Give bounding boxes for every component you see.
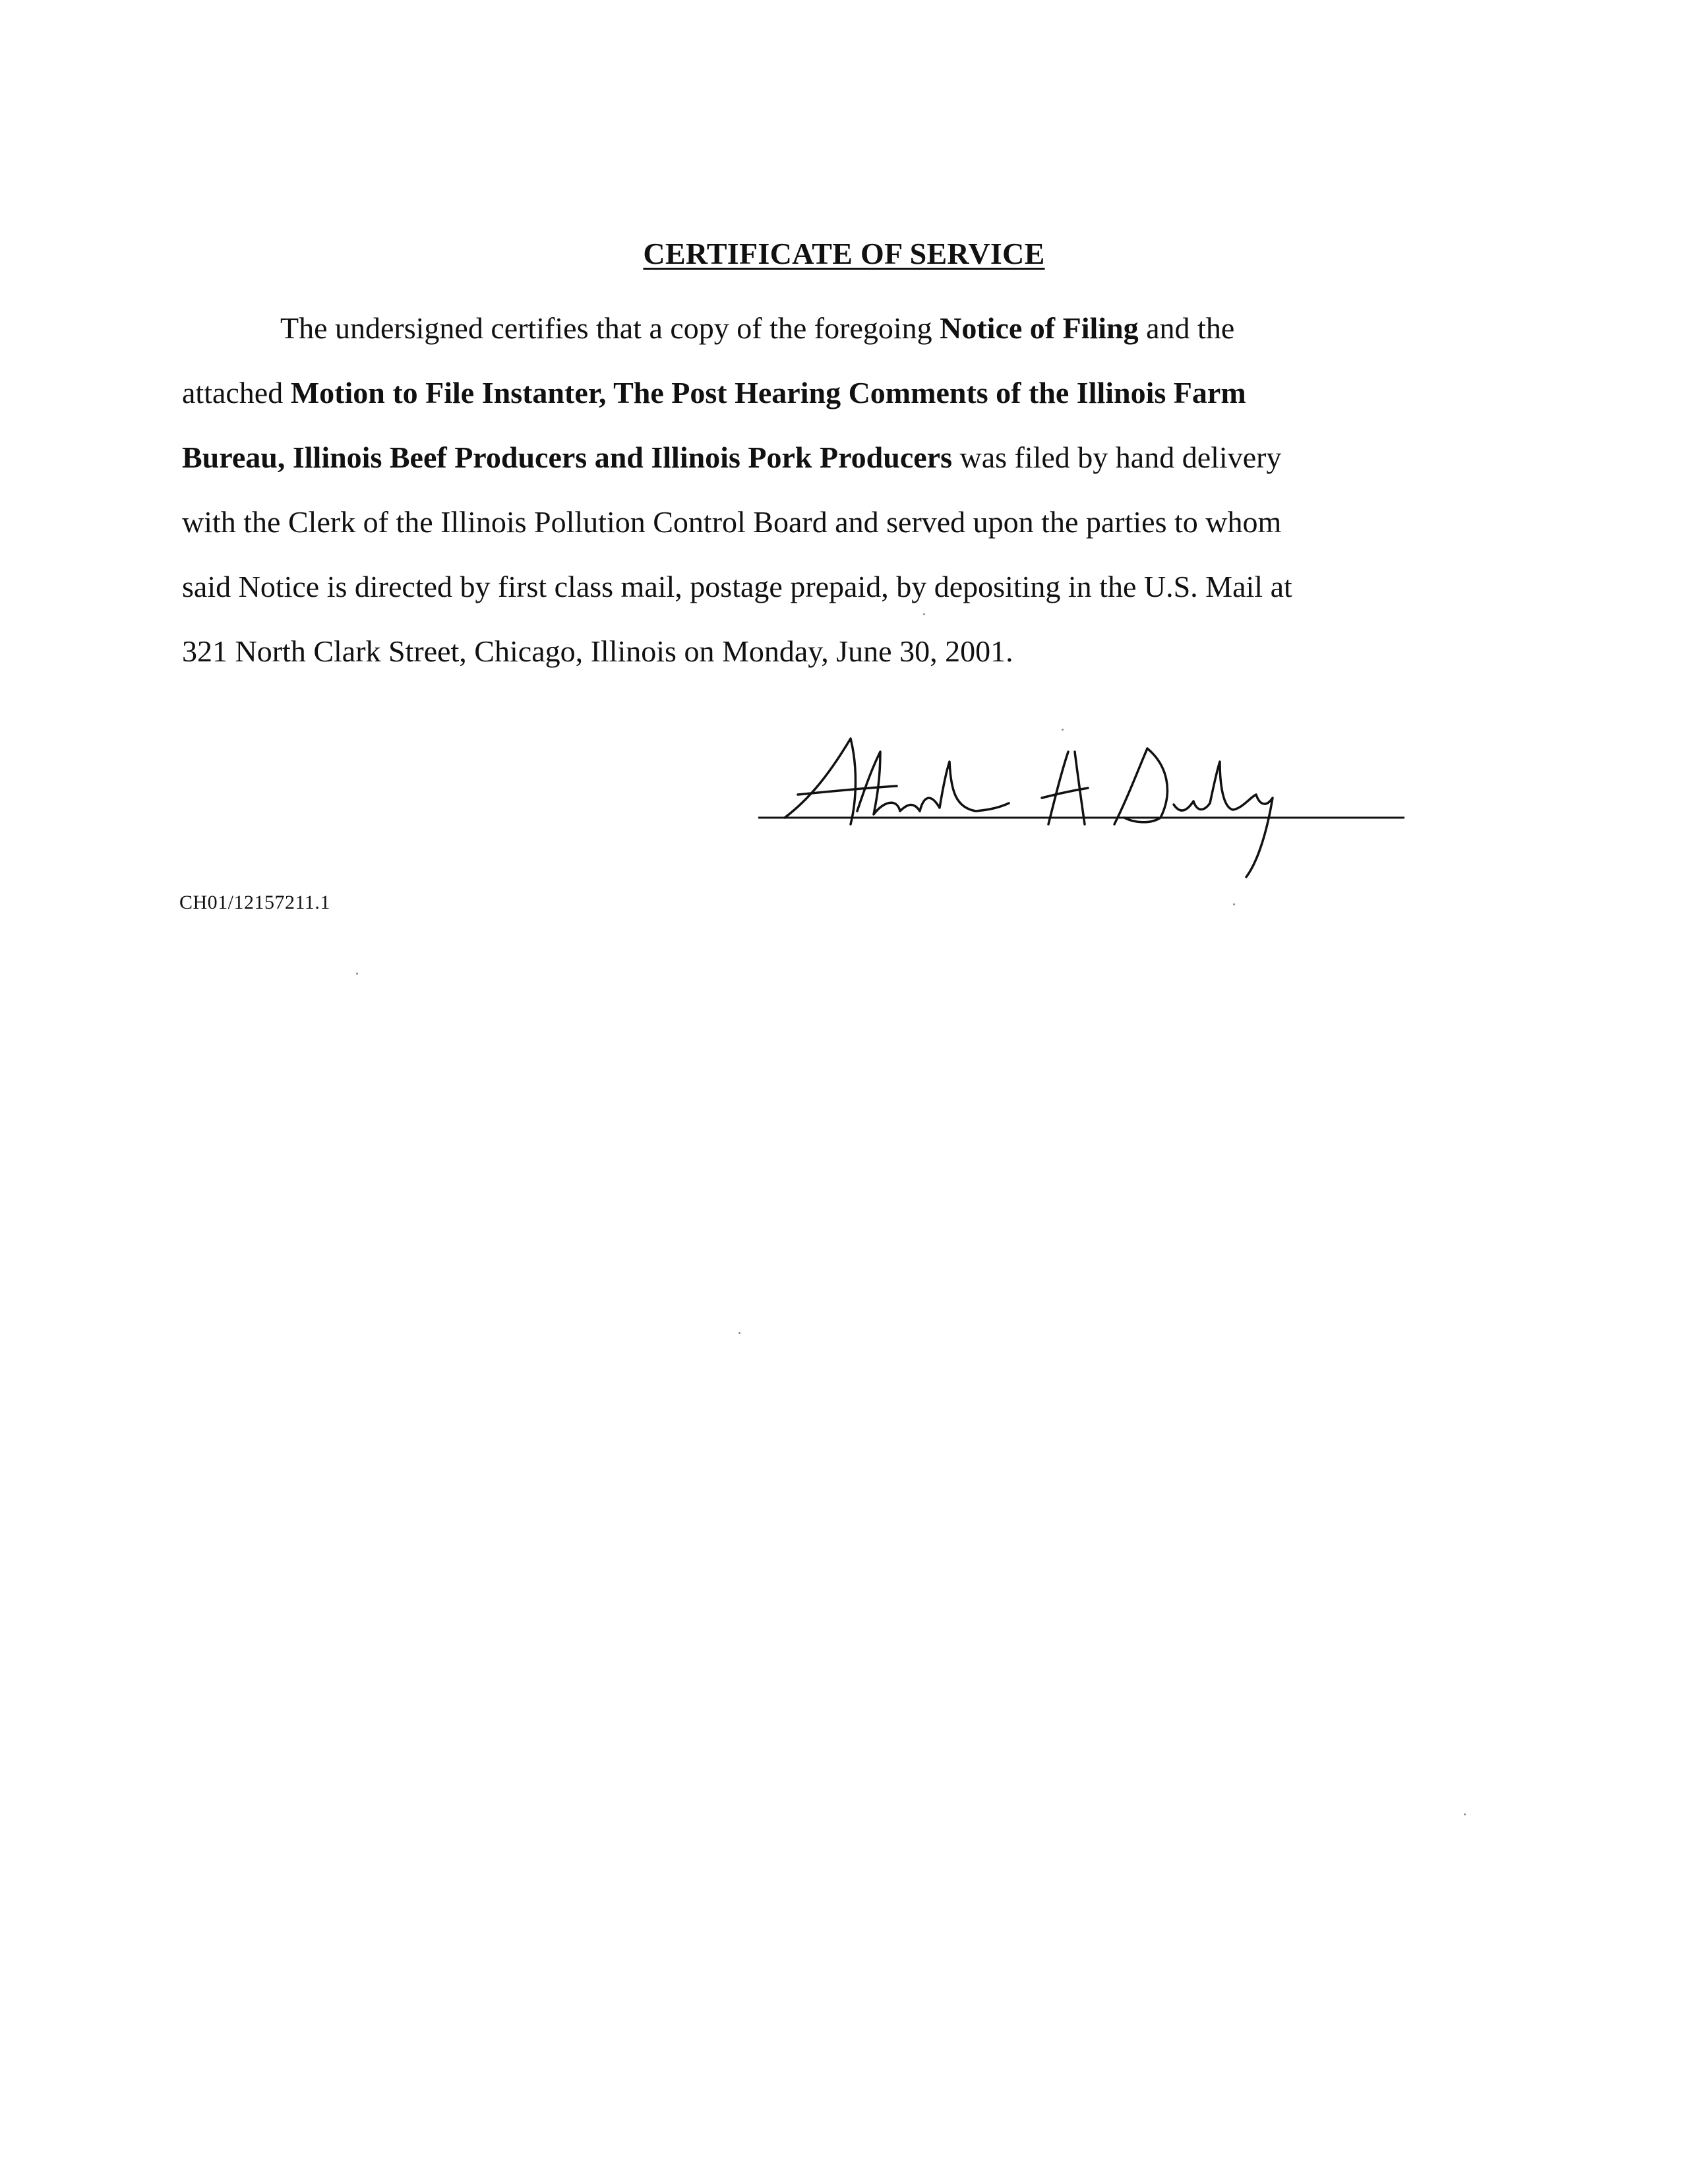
motion-title-emphasis: Motion to File Instanter, The Post Hearing Comments of the Illinois Farm: [290, 376, 1246, 410]
handwritten-signature: [758, 725, 1418, 884]
scan-speck: [738, 1332, 740, 1334]
paragraph-line-6: 321 North Clark Street, Chicago, Illinois on Monday, June 30, 2001.: [182, 634, 1013, 668]
document-id: CH01/12157211.1: [179, 892, 330, 913]
scan-speck: [1062, 729, 1064, 731]
line-3-text-c: was filed by hand delivery: [951, 440, 1282, 474]
scan-speck: [923, 613, 925, 615]
signature-strokes: [785, 739, 1273, 877]
paragraph-line-3: [182, 439, 1281, 476]
paragraph-line-4: with the Clerk of the Illinois Pollution Control Board and served upon the parties to whom: [182, 505, 1282, 539]
producers-emphasis: Bureau, Illinois Beef Producers and Illinois Pork Producers: [182, 440, 952, 474]
scan-speck: [1233, 903, 1235, 905]
notice-of-filing-emphasis: Notice of Filing: [940, 311, 1139, 345]
line-1-text-c: and the: [1138, 311, 1235, 345]
scan-speck: [356, 973, 358, 975]
signature-block: [758, 725, 1418, 884]
paragraph-line-1: [280, 310, 1234, 347]
line-1-text-a: The undersigned certifies that a copy of the foregoing: [280, 311, 940, 345]
paragraph-line-2: [182, 375, 1246, 411]
document-title: CERTIFICATE OF SERVICE: [643, 237, 1045, 270]
line-2-text-a: attached: [182, 376, 291, 410]
scan-speck: [1464, 1813, 1466, 1815]
paragraph-line-5: said Notice is directed by first class mail, postage prepaid, by depositing in the U.S. Mail at: [182, 570, 1292, 603]
